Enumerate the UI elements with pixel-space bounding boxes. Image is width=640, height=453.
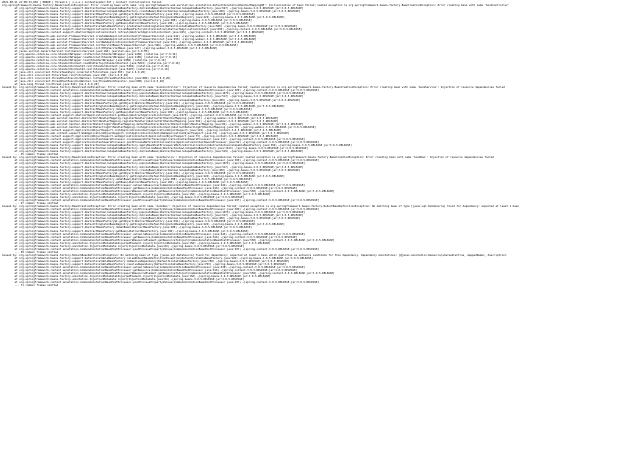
stack-frame-line: at org.springframework.beans.factory.support.AbstractAutowireCapableBeanFactory.createBean(AbstractAutowireCapableBeanFactory.java:456) ~[spring-beans-3.0.5.RELEASE.jar:3.0.5.RELEASE] — [2, 10, 301, 14]
stack-frame-line: at org.springframework.beans.factory.support.AbstractBeanFactory.getBean(AbstractBeanFactory.java:190) ~[spring-beans-3.0.5.RELEASE.jar:3.0.5.RELEASE] — [2, 110, 249, 114]
stack-frame-line: at org.springframework.beans.factory.support.DefaultListableBeanFactory.doResolveDependency(DefaultListableBeanFactory.java:789) ~[spring-beans-3.0.5.RELEASE.jar:3.0.5.RELEASE] — [2, 259, 290, 263]
stack-frame-line: at org.springframework.context.annotation.CommonAnnotationBeanPostProcessor.postProcessPropertyValues(CommonAnnotationBeanPostProcessor.java:297) ~[spring-context-3.0.5.RELEASE.jar:3.0.5.RELEASE] — [2, 247, 320, 251]
stack-frame-line: at org.springframework.beans.factory.annotation.InjectionMetadata$InjectedElement.inject(InjectionMetadata.java:150) ~[spring-beans-3.0.5.RELEASE.jar:3.0.5.RELEASE] — [2, 275, 271, 279]
stack-frame-line: at org.springframework.web.servlet.HttpServletBean.init(HttpServletBean.java:127) ~[spring-webmvc-3.0.5.RELEASE.jar:3.0.5.RELEASE] — [2, 46, 218, 50]
stack-frame-line: at org.springframework.context.annotation.CommonAnnotationBeanPostProcessor$ResourceElement.getResourceToInject(CommonAnnotationBeanPostProcessor.java:550) ~[spring-context-3.0.5.RELEASE.jar:3.0.5.RELEASE] — [2, 272, 335, 276]
stack-frame-line: at org.springframework.context.support.ApplicationObjectSupport.initApplicationContext(ApplicationObjectSupport.java:119) ~[spring-context-3.0.5.RELEASE.jar:3.0.5.RELEASE] — [2, 128, 282, 132]
caused-by-line: Caused by: org.springframework.beans.factory.BeanCreationException: Error creating bean with name 'bookDao': Injection of resource dependencies failed; nested exception is org.springframework.beans.factory.NoSuchBeanDefinitionException: No matching bean of type [javax.sql.DataSource] found for dependency: expected at least 1 bean — [2, 205, 519, 209]
stack-frame-line: at org.springframework.web.servlet.handler.AbstractDetectingUrlHandlerMapping.initApplicationContext(AbstractDetectingUrlHandlerMapping.java:58) ~[spring-webmvc-3.0.5.RELEASE.jar:3.0.5.RELEASE] — [2, 125, 316, 129]
caused-by-line: Caused by: org.springframework.beans.factory.NoSuchBeanDefinitionException: No matching bean of type [javax.sql.DataSource] found for dependency: expected at least 1 bean which qualifies as autowire candidate for this dependency. Dependency annotations: {@javax.annotation.Resource(shareable=true, mappedName=, description= — [2, 253, 507, 257]
stack-frame-line: at org.springframework.beans.factory.support.AbstractBeanFactory$1.getObject(AbstractBeanFactory.java:291) ~[spring-beans-3.0.5.RELEASE.jar:3.0.5.RELEASE] — [2, 13, 255, 17]
stack-frame-line: at org.springframework.beans.factory.support.DefaultListableBeanFactory.raiseNoSuchBeanDefinitionException(DefaultListableBeanFactory.java:920) ~[spring-beans-3.0.5.RELEASE.jar:3.0.5.RELEASE] — [2, 256, 313, 260]
stack-frame-line: at org.springframework.context.annotation.CommonAnnotationBeanPostProcessor.getResource(CommonAnnotationBeanPostProcessor.java:416) ~[spring-context-3.0.5.RELEASE.jar:3.0.5.RELEASE] — [2, 235, 298, 239]
stack-frame-line: at org.springframework.beans.factory.annotation.InjectionMetadata.inject(InjectionMetadata.java:84) ~[spring-beans-3.0.5.RELEASE.jar:3.0.5.RELEASE] — [2, 278, 245, 282]
stack-frame-line: at org.springframework.context.annotation.CommonAnnotationBeanPostProcessor$ResourceElement.getResourceToInject(CommonAnnotationBeanPostProcessor.java:550) ~[spring-context-3.0.5.RELEASE.jar:3.0.5.RELEASE] — [2, 238, 335, 242]
stack-frame-line: at org.springframework.context.support.AbstractApplicationContext.refresh(AbstractApplicationContext.java:425) ~[spring-context-3.0.5.RELEASE.jar:3.0.5.RELEASE] — [2, 31, 265, 35]
caused-by-line: Caused by: org.springframework.beans.factory.BeanCreationException: Error creating bean with name 'bookController': Injection of resource dependencies failed; nested exception is org.springframework.beans.factory.BeanCreationException: Error creating bean with name 'bookService': Injection of resource dependencies failed — [2, 86, 505, 90]
stack-frame-line: ... 25 common frames omitted — [2, 153, 59, 157]
stack-frame-line: at org.springframework.beans.factory.support.AbstractBeanFactory.doGetBean(AbstractBeanFactory.java:288) ~[spring-beans-3.0.5.RELEASE.jar:3.0.5.RELEASE] — [2, 19, 252, 23]
stack-frame-line: at org.springframework.beans.factory.support.AbstractAutowireCapableBeanFactory.createBean(AbstractAutowireCapableBeanFactory.java:456) ~[spring-beans-3.0.5.RELEASE.jar:3.0.5.RELEASE] — [2, 217, 301, 221]
stack-frame-line: at org.springframework.web.servlet.handler.AbstractDetectingUrlHandlerMapping.detectHandlers(AbstractDetectingUrlHandlerMapping.java:82) ~[spring-webmvc-3.0.5.RELEASE.jar:3.0.5.RELEASE] — [2, 122, 304, 126]
stack-frame-line: at org.springframework.beans.factory.annotation.InjectionMetadata$InjectedElement.inject(InjectionMetadata.java:150) ~[spring-beans-3.0.5.RELEASE.jar:3.0.5.RELEASE] — [2, 241, 271, 245]
stack-frame-line: at org.springframework.beans.factory.support.DefaultSingletonBeanRegistry.getSingleton(DefaultSingletonBeanRegistry.java:222) ~[spring-beans-3.0.5.RELEASE.jar:3.0.5.RELEASE] — [2, 174, 285, 178]
stack-frame-line: at org.springframework.context.annotation.CommonAnnotationBeanPostProcessor.getResource(CommonAnnotationBeanPostProcessor.java:416) ~[spring-context-3.0.5.RELEASE.jar:3.0.5.RELEASE] — [2, 186, 298, 190]
stack-frame-line: at org.springframework.web.servlet.handler.AbstractUrlHandlerMapping.registerHandler(AbstractUrlHandlerMapping.java:383) ~[spring-webmvc-3.0.5.RELEASE.jar:3.0.5.RELEASE] — [2, 116, 279, 120]
stack-frame-line: at org.springframework.beans.factory.support.AbstractAutowireCapableBeanFactory.populateBean(AbstractAutowireCapableBeanFactory.java:1074) ~[spring-beans-3.0.5.RELEASE.jar:3.0.5.RELEASE] — [2, 162, 305, 166]
stack-frame-line: at org.apache.catalina.core.StandardContext.loadOnStartup(StandardContext.java:5015) [catalina.jar:7.0.16] — [2, 61, 181, 65]
stack-frame-line: at org.springframework.context.annotation.CommonAnnotationBeanPostProcessor.postProcessPropertyValues(CommonAnnotationBeanPostProcessor.java:297) ~[spring-context-3.0.5.RELEASE.jar:3.0.5.RELEASE] — [2, 199, 320, 203]
stack-frame-line: at org.springframework.context.annotation.CommonAnnotationBeanPostProcessor.autowireResource(CommonAnnotationBeanPostProcessor.java:442) ~[spring-context-3.0.5.RELEASE.jar:3.0.5.RELEASE] — [2, 183, 305, 187]
stack-frame-line: at org.springframework.beans.factory.support.DefaultSingletonBeanRegistry.getSingleton(DefaultSingletonBeanRegistry.java:222) ~[spring-beans-3.0.5.RELEASE.jar:3.0.5.RELEASE] — [2, 223, 285, 227]
stack-frame-line: at org.springframework.beans.factory.annotation.InjectionMetadata$InjectedElement.inject(InjectionMetadata.java:150) ~[spring-beans-3.0.5.RELEASE.jar:3.0.5.RELEASE] — [2, 192, 271, 196]
stack-frame-line: at org.springframework.beans.factory.support.DefaultSingletonBeanRegistry.getSingleton(DefaultSingletonBeanRegistry.java:222) ~[spring-beans-3.0.5.RELEASE.jar:3.0.5.RELEASE] — [2, 104, 285, 108]
stack-frame-line: at org.springframework.beans.factory.annotation.InjectionMetadata.inject(InjectionMetadata.java:84) ~[spring-beans-3.0.5.RELEASE.jar:3.0.5.RELEASE] — [2, 196, 245, 199]
stack-frame-line: at org.springframework.beans.factory.support.AbstractBeanFactory.getBean(AbstractBeanFactory.java:190) ~[spring-beans-3.0.5.RELEASE.jar:3.0.5.RELEASE] — [2, 22, 249, 26]
stack-frame-line: at org.springframework.web.servlet.FrameworkServlet.createWebApplicationContext(FrameworkServlet.java:458) ~[spring-webmvc-3.0.5.RELEASE.jar:3.0.5.RELEASE] — [2, 37, 257, 41]
stack-frame-line: at org.springframework.web.servlet.FrameworkServlet.initServletBean(FrameworkServlet.java:306) ~[spring-webmvc-3.0.5.RELEASE.jar:3.0.5.RELEASE] — [2, 43, 238, 47]
stack-frame-line: at org.springframework.beans.factory.support.AbstractBeanFactory.doGetBean(AbstractBeanFactory.java:288) ~[spring-beans-3.0.5.RELEASE.jar:3.0.5.RELEASE] — [2, 107, 252, 111]
stack-frame-line: at org.springframework.web.servlet.handler.AbstractUrlHandlerMapping.registerHandler(AbstractUrlHandlerMapping.java:362) ~[spring-webmvc-3.0.5.RELEASE.jar:3.0.5.RELEASE] — [2, 119, 279, 123]
stack-frame-line: at org.springframework.beans.factory.support.AbstractAutowireCapableBeanFactory.doCreateBean(AbstractAutowireCapableBeanFactory.java:519) ~[spring-beans-3.0.5.RELEASE.jar:3.0.5.RELEASE] — [2, 150, 304, 154]
stack-frame-line: at org.springframework.beans.factory.support.AbstractAutowireCapableBeanFactory.doCreateBean(AbstractAutowireCapableBeanFactory.java:517) ~[spring-beans-3.0.5.RELEASE.jar:3.0.5.RELEASE] — [2, 95, 304, 99]
stack-frame-line: at org.springframework.context.annotation.CommonAnnotationBeanPostProcessor.postProcessPropertyValues(CommonAnnotationBeanPostProcessor.java:297) ~[spring-context-3.0.5.RELEASE.jar:3.0.5.RELEASE] — [2, 281, 320, 285]
stack-frame-line: at java.util.concurrent.ThreadPoolExecutor$Worker.runTask(ThreadPoolExecutor.java:886) [na:1.6.0_20] — [2, 77, 171, 81]
stack-frame-line: at org.springframework.beans.factory.support.AbstractAutowireCapableBeanFactory.doCreateBean(AbstractAutowireCapableBeanFactory.java:517) ~[spring-beans-3.0.5.RELEASE.jar:3.0.5.RELEASE] — [2, 165, 304, 169]
stack-frame-line: at org.springframework.context.annotation.CommonAnnotationBeanPostProcessor$ResourceElement.getResourceToInject(CommonAnnotationBeanPostProcessor.java:550) ~[spring-context-3.0.5.RELEASE.jar:3.0.5.RELEASE] — [2, 189, 335, 193]
stack-frame-line: at org.springframework.context.annotation.CommonAnnotationBeanPostProcessor.autowireResource(CommonAnnotationBeanPostProcessor.java:442) ~[spring-context-3.0.5.RELEASE.jar:3.0.5.RELEASE] — [2, 232, 305, 236]
stack-frame-line: at org.springframework.beans.factory.support.AbstractAutowireCapableBeanFactory.populateBean(AbstractAutowireCapableBeanFactory.java:1074) ~[spring-beans-3.0.5.RELEASE.jar:3.0.5.RELEASE] — [2, 92, 305, 96]
stack-frame-line: at org.springframework.web.servlet.FrameworkServlet.createWebApplicationContext(FrameworkServlet.java:442) ~[spring-webmvc-3.0.5.RELEASE.jar:3.0.5.RELEASE] — [2, 34, 257, 38]
stack-frame-line: at org.springframework.context.annotation.CommonAnnotationBeanPostProcessor.postProcessPropertyValues(CommonAnnotationBeanPostProcessor.java:300) ~[spring-context-3.0.5.RELEASE.jar:3.0.5.RELEASE] — [2, 159, 320, 163]
stack-frame-line: at org.springframework.beans.factory.support.AbstractBeanFactory.doGetBean(AbstractBeanFactory.java:288) ~[spring-beans-3.0.5.RELEASE.jar:3.0.5.RELEASE] — [2, 177, 252, 181]
exception-line: org.springframework.beans.factory.BeanCreationException: Error creating bean with name 'org.springframework.web.servlet.mvc.annotation.DefaultAnnotationHandlerMapping#0': Initialization of bean failed; nested exception is org.springframework.beans.factory.BeanCreationException: Error creating bean with name 'bookController' — [2, 4, 510, 8]
stack-frame-line: at org.springframework.context.support.AbstractApplicationContext.getBean(AbstractApplicationContext.java:1075) ~[spring-context-3.0.5.RELEASE.jar:3.0.5.RELEASE] — [2, 113, 266, 117]
stack-frame-line: at org.springframework.context.annotation.CommonAnnotationBeanPostProcessor.autowireResource(CommonAnnotationBeanPostProcessor.java:438) ~[spring-context-3.0.5.RELEASE.jar:3.0.5.RELEASE] — [2, 266, 305, 270]
stack-frame-line: at org.springframework.beans.factory.support.AbstractAutowireCapableBeanFactory.populateBean(AbstractAutowireCapableBeanFactory.java:1074) ~[spring-beans-3.0.5.RELEASE.jar:3.0.5.RELEASE] — [2, 211, 305, 215]
stack-frame-line: at org.apache.catalina.core.StandardWrapper.load(StandardWrapper.java:1080) [catalina.jar:7.0.16] — [2, 58, 166, 62]
stack-frame-line: at org.springframework.beans.factory.support.AbstractBeanFactory$1.getObject(AbstractBeanFactory.java:291) ~[spring-beans-3.0.5.RELEASE.jar:3.0.5.RELEASE] — [2, 101, 255, 105]
stack-frame-line: at javax.servlet.GenericServlet.init(GenericServlet.java:160) [servlet-api.jar:3.0.FR] — [2, 49, 149, 53]
stack-frame-line: at org.springframework.beans.factory.support.AbstractAutowireCapableBeanFactory.applyBeanPostProcessorsBeforeInitialization(AbstractAutowireCapableBeanFactory.java:394) ~[spring-beans-3.0.5.RELEASE.jar:3.0.5.RELEASE] — [2, 144, 352, 148]
stack-frame-line: ... 47 common frames omitted — [2, 202, 59, 206]
caused-by-line: Caused by: org.springframework.beans.factory.BeanCreationException: Error creating bean with name 'bookService': Injection of resource dependencies failed; nested exception is org.springframework.beans.factory.BeanCreationException: Error creating bean with name 'bookDao': Injection of resource dependencies failed — [2, 156, 494, 160]
stack-frame-line: at org.springframework.context.support.ApplicationObjectSupport.setApplicationContext(ApplicationObjectSupport.java:73) ~[spring-context-3.0.5.RELEASE.jar:3.0.5.RELEASE] — [2, 135, 279, 139]
stack-frame-line: at org.springframework.beans.factory.support.DefaultListableBeanFactory.resolveDependency(DefaultListableBeanFactory.java:703) ~[spring-beans-3.0.5.RELEASE.jar:3.0.5.RELEASE] — [2, 263, 287, 267]
stack-frame-line: at java.util.concurrent.FutureTask$Sync.innerCall(FutureTask.java:303) [na:1.6.0_20] — [2, 71, 146, 75]
stack-frame-line: at org.apache.catalina.core.StandardContext$3.call(StandardContext.java:5297) [catalina.jar:7.0.16] — [2, 68, 170, 72]
stack-frame-line: at org.springframework.beans.factory.support.AbstractBeanFactory.getBean(AbstractBeanFactory.java:190) ~[spring-beans-3.0.5.RELEASE.jar:3.0.5.RELEASE] — [2, 180, 249, 184]
stack-frame-line: at org.springframework.context.support.ApplicationContextAwareProcessor.invokeAwareInterfaces(ApplicationContextAwareProcessor.java:117) ~[spring-context-3.0.5.RELEASE.jar:3.0.5.RELEASE] — [2, 138, 305, 142]
stack-frame-line: at org.apache.catalina.core.StandardContext$3.call(StandardContext.java:5302) [catalina.jar:7.0.16] — [2, 64, 170, 68]
stack-frame-line: at org.springframework.beans.factory.support.DefaultListableBeanFactory.preInstantiateSingletons(DefaultListableBeanFactory.java:580) ~[spring-beans-3.0.5.RELEASE.jar:3.0.5.RELEASE] — [2, 25, 298, 29]
stack-frame-line: at org.springframework.context.annotation.CommonAnnotationBeanPostProcessor.postProcessPropertyValues(CommonAnnotationBeanPostProcessor.java:300) ~[spring-context-3.0.5.RELEASE.jar:3.0.5.RELEASE] — [2, 89, 320, 93]
stack-frame-line: at org.springframework.beans.factory.annotation.InjectionMetadata.inject(InjectionMetadata.java:84) ~[spring-beans-3.0.5.RELEASE.jar:3.0.5.RELEASE] — [2, 244, 245, 248]
stack-frame-line: at org.springframework.beans.factory.support.DefaultSingletonBeanRegistry.getSingleton(DefaultSingletonBeanRegistry.java:222) ~[spring-beans-3.0.5.RELEASE.jar:3.0.5.RELEASE] — [2, 16, 285, 20]
stack-frame-line: at org.springframework.beans.factory.support.AbstractBeanFactory$1.getObject(AbstractBeanFactory.java:291) ~[spring-beans-3.0.5.RELEASE.jar:3.0.5.RELEASE] — [2, 171, 255, 175]
stack-trace — [2, 7, 640, 287]
stack-frame-line: ... 59 common frames omitted — [2, 250, 59, 254]
stack-frame-line: at org.springframework.beans.factory.support.AbstractAutowireCapableBeanFactory.createBean(AbstractAutowireCapableBeanFactory.java:456) ~[spring-beans-3.0.5.RELEASE.jar:3.0.5.RELEASE] — [2, 98, 301, 102]
stack-frame-line: at java.util.concurrent.ThreadPoolExecutor$Worker.run(ThreadPoolExecutor.java:908) [na:1.6.0_20] — [2, 80, 165, 84]
log-header-line: 2021-08-21 21:00:34,836 | ERROR | Thread-1 | o.s.w.c.ContextLoader:347 | Context initialization failed — [2, 1, 162, 4]
stack-frame-line: at org.springframework.beans.factory.support.AbstractAutowireCapableBeanFactory.createBean(AbstractAutowireCapableBeanFactory.java:456) ~[spring-beans-3.0.5.RELEASE.jar:3.0.5.RELEASE] — [2, 168, 301, 172]
stack-frame-line: at org.springframework.beans.factory.support.AbstractBeanFactory.getBean(AbstractBeanFactory.java:190) ~[spring-beans-3.0.5.RELEASE.jar:3.0.5.RELEASE] — [2, 229, 249, 233]
stack-frame-line: at org.springframework.beans.factory.support.AbstractAutowireCapableBeanFactory.doCreateBean(AbstractAutowireCapableBeanFactory.java:527) ~[spring-beans-3.0.5.RELEASE.jar:3.0.5.RELEASE] — [2, 7, 304, 11]
stack-frame-line: ... 71 common frames omitted — [2, 284, 59, 288]
stack-frame-line: at org.springframework.beans.factory.support.AbstractBeanFactory.doGetBean(AbstractBeanFactory.java:288) ~[spring-beans-3.0.5.RELEASE.jar:3.0.5.RELEASE] — [2, 226, 252, 230]
stack-frame-line: at org.springframework.beans.factory.support.AbstractAutowireCapableBeanFactory.doCreateBean(AbstractAutowireCapableBeanFactory.java:517) ~[spring-beans-3.0.5.RELEASE.jar:3.0.5.RELEASE] — [2, 214, 304, 218]
stack-frame-line: at java.lang.Thread.run(Thread.java:619) [na:1.6.0_20] — [2, 83, 99, 87]
stack-frame-line: at org.apache.catalina.core.StandardWrapper.initServlet(StandardWrapper.java:1266) [catalina.jar:7.0.16] — [2, 52, 177, 56]
stack-frame-line: at org.springframework.web.servlet.FrameworkServlet.initWebApplicationContext(FrameworkServlet.java:339) ~[spring-webmvc-3.0.5.RELEASE.jar:3.0.5.RELEASE] — [2, 40, 254, 44]
stack-frame-line: at org.springframework.beans.factory.support.AbstractBeanFactory$1.getObject(AbstractBeanFactory.java:291) ~[spring-beans-3.0.5.RELEASE.jar:3.0.5.RELEASE] — [2, 220, 255, 224]
stack-frame-line: at org.springframework.context.support.AbstractApplicationContext.finishBeanFactoryInitialization(AbstractApplicationContext.java:895) ~[spring-context-3.0.5.RELEASE.jar:3.0.5.RELEASE] — [2, 28, 302, 32]
stack-frame-line: at org.springframework.context.annotation.CommonAnnotationBeanPostProcessor.getResource(CommonAnnotationBeanPostProcessor.java:416) ~[spring-context-3.0.5.RELEASE.jar:3.0.5.RELEASE] — [2, 269, 298, 273]
stack-frame-line: at org.springframework.context.support.ApplicationContextAwareProcessor.postProcessBeforeInitialization(ApplicationContextAwareProcessor.java:92) ~[spring-context-3.0.5.RELEASE.jar:3.0.5.RELEASE] — [2, 141, 320, 145]
stack-frame-line: at org.apache.catalina.core.StandardWrapper.loadServlet(StandardWrapper.java:1185) [catalina.jar:7.0.16] — [2, 55, 177, 59]
stack-frame-line: at org.springframework.web.context.support.WebApplicationObjectSupport.initApplicationContext(WebApplicationObjectSupport.java:72) ~[spring-web-3.0.5.RELEASE.jar:3.0.5.RELEASE] — [2, 132, 290, 136]
stack-frame-line: at java.util.concurrent.FutureTask.run(FutureTask.java:138) [na:1.6.0_20] — [2, 74, 129, 78]
stack-frame-line: at org.springframework.context.annotation.CommonAnnotationBeanPostProcessor.postProcessPropertyValues(CommonAnnotationBeanPostProcessor.java:300) ~[spring-context-3.0.5.RELEASE.jar:3.0.5.RELEASE] — [2, 208, 320, 212]
stack-frame-line: at org.springframework.beans.factory.support.AbstractAutowireCapableBeanFactory.initializeBean(AbstractAutowireCapableBeanFactory.java:1413) ~[spring-beans-3.0.5.RELEASE.jar:3.0.5.RELEASE] — [2, 147, 309, 151]
